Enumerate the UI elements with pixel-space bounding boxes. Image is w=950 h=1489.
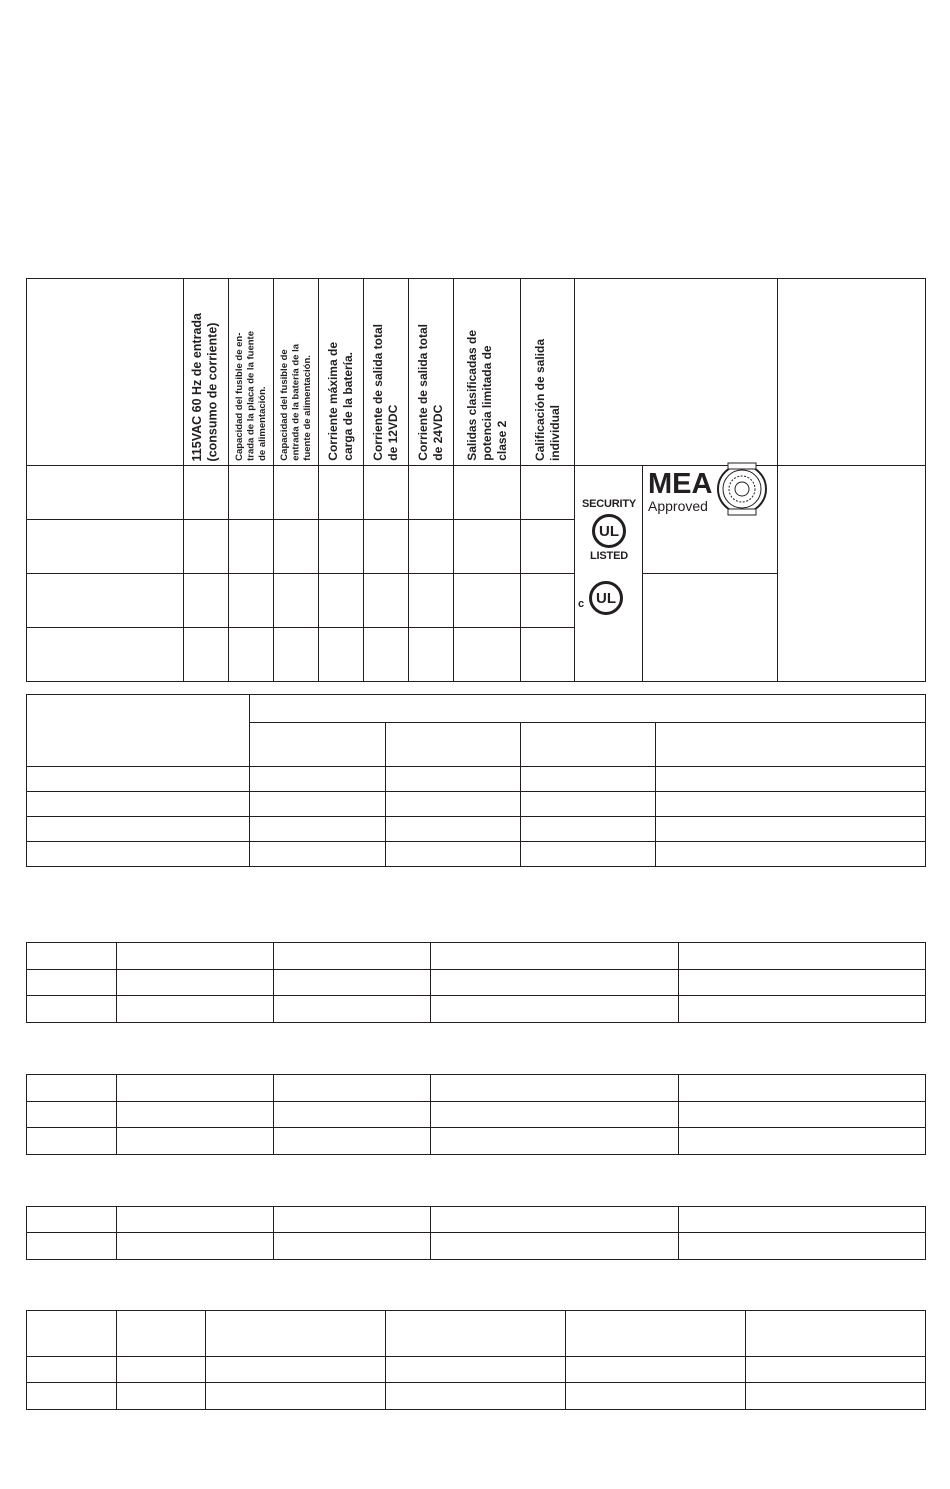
data-table-4 — [26, 1074, 926, 1155]
table-cell — [274, 996, 431, 1023]
header-logos-cell — [575, 279, 778, 466]
table-cell — [319, 520, 364, 574]
right-empty-cell — [778, 466, 926, 682]
table-cell — [431, 1075, 679, 1102]
empty-logo-cell — [643, 574, 778, 682]
table-cell — [386, 792, 521, 817]
table-cell — [454, 574, 521, 628]
table-cell — [27, 1311, 117, 1357]
table-cell — [27, 996, 117, 1023]
table-cell — [431, 1101, 679, 1128]
table-cell — [656, 767, 926, 792]
table-cell — [431, 1128, 679, 1155]
table-cell — [27, 969, 117, 996]
table-cell — [656, 842, 926, 867]
table-cell — [274, 628, 319, 682]
table-cell — [117, 1357, 206, 1383]
table-cell — [364, 628, 409, 682]
table-cell — [274, 969, 431, 996]
table-cell — [521, 842, 656, 867]
specs-table — [26, 278, 926, 682]
table-cell — [117, 1101, 274, 1128]
table-cell — [746, 1311, 926, 1357]
table-cell — [521, 792, 656, 817]
header-right-cell — [778, 279, 926, 466]
header-empty-cell — [27, 279, 184, 466]
data-table-6 — [26, 1310, 926, 1410]
table-cell — [206, 1383, 386, 1410]
table-cell — [27, 520, 184, 574]
table-cell — [431, 1207, 679, 1233]
table-cell — [184, 574, 229, 628]
table-cell — [386, 723, 521, 767]
table-cell — [319, 466, 364, 520]
table-cell — [319, 574, 364, 628]
data-table-5 — [26, 1206, 926, 1260]
table-cell — [184, 520, 229, 574]
table-cell — [27, 792, 250, 817]
table-cell — [229, 466, 274, 520]
table-cell — [274, 1101, 431, 1128]
table-cell — [431, 996, 679, 1023]
table-cell — [274, 466, 319, 520]
table-cell — [117, 1311, 206, 1357]
table-cell — [566, 1383, 746, 1410]
table-cell — [206, 1311, 386, 1357]
table-cell — [274, 1128, 431, 1155]
table-cell — [274, 574, 319, 628]
table-cell — [521, 574, 575, 628]
table-cell — [521, 520, 575, 574]
header-board-fuse: Capacidad del fusible de en- trada de la placa de la fuente de alimentación. — [229, 279, 274, 466]
table-cell — [250, 792, 386, 817]
table-cell — [184, 628, 229, 682]
table-cell — [117, 996, 274, 1023]
table-cell — [27, 628, 184, 682]
ul-circle-icon: UL — [589, 581, 623, 615]
table-cell — [250, 817, 386, 842]
table-cell — [521, 628, 575, 682]
table-cell — [117, 969, 274, 996]
table-cell — [27, 1207, 117, 1260]
table-cell — [27, 1128, 117, 1155]
table-cell — [184, 466, 229, 520]
table-cell — [679, 1233, 926, 1260]
header-max-charge-current: Corriente máxima de carga de la batería. — [319, 279, 364, 466]
table-cell — [250, 723, 386, 767]
table-cell — [117, 1207, 274, 1233]
cul-logo: c UL — [578, 578, 638, 618]
table-cell — [746, 1383, 926, 1410]
table-cell — [656, 817, 926, 842]
data-table-2 — [26, 694, 926, 867]
table-cell — [27, 574, 184, 628]
table-cell — [454, 520, 521, 574]
table-divider — [26, 1232, 117, 1233]
ul-security-listed-logo: SECURITY UL LISTED — [581, 498, 637, 562]
table-cell — [250, 695, 926, 723]
table-cell — [27, 1383, 117, 1410]
table-cell — [274, 520, 319, 574]
mea-approved-logo: MEA Approved — [648, 468, 713, 514]
table-cell — [679, 1128, 926, 1155]
table-cell — [27, 817, 250, 842]
table-cell — [409, 520, 454, 574]
ul-circle-icon: UL — [592, 514, 626, 548]
table-cell — [319, 628, 364, 682]
table-cell — [27, 466, 184, 520]
table-cell — [27, 842, 250, 867]
header-class2-outputs: Salidas clasificadas de potencia limitada de clase 2 — [454, 279, 521, 466]
table-cell — [229, 628, 274, 682]
header-input-current: 115VAC 60 Hz de entrada (consumo de corriente) — [184, 279, 229, 466]
table-cell — [386, 842, 521, 867]
table-cell — [117, 1383, 206, 1410]
table-cell — [679, 943, 926, 970]
table-cell — [206, 1357, 386, 1383]
table-cell — [454, 628, 521, 682]
table-cell — [679, 996, 926, 1023]
header-individual-rating: Calificación de salida individual — [521, 279, 575, 466]
table-cell — [250, 767, 386, 792]
table-cell — [27, 1357, 117, 1383]
table-cell — [274, 1233, 431, 1260]
table-cell — [566, 1311, 746, 1357]
table-cell — [117, 1233, 274, 1260]
table-cell — [679, 1207, 926, 1233]
table-cell — [274, 1207, 431, 1233]
table-cell — [27, 943, 117, 970]
table-cell — [521, 817, 656, 842]
table-cell — [656, 792, 926, 817]
table-cell — [409, 466, 454, 520]
table-cell — [521, 723, 656, 767]
table-cell — [566, 1357, 746, 1383]
table-cell — [117, 943, 274, 970]
table-cell — [386, 817, 521, 842]
header-12vdc-output: Corriente de salida total de 12VDC — [364, 279, 409, 466]
data-table-3 — [26, 942, 926, 1023]
table-cell — [656, 723, 926, 767]
table-cell — [27, 767, 250, 792]
table-cell — [274, 1075, 431, 1102]
table-cell — [431, 1233, 679, 1260]
table-cell — [274, 943, 431, 970]
table-cell — [409, 574, 454, 628]
seal-icon — [716, 462, 768, 516]
table-cell — [386, 1357, 566, 1383]
table-cell — [746, 1357, 926, 1383]
table-cell — [521, 767, 656, 792]
table-cell — [229, 574, 274, 628]
table-cell — [386, 1383, 566, 1410]
table-cell — [117, 1128, 274, 1155]
header-battery-fuse: Capacidad del fusible de entrada de la batería de la fuente de alimentación. — [274, 279, 319, 466]
header-24vdc-output: Corriente de salida total de 24VDC — [409, 279, 454, 466]
table-cell — [521, 466, 575, 520]
table-cell — [679, 1101, 926, 1128]
table-cell — [250, 842, 386, 867]
table-cell — [409, 628, 454, 682]
table-cell — [117, 1075, 274, 1102]
table-cell — [27, 695, 250, 767]
table-cell — [27, 1101, 117, 1128]
table-cell — [454, 466, 521, 520]
table-cell — [386, 1311, 566, 1357]
table-cell — [364, 574, 409, 628]
table-cell — [364, 466, 409, 520]
table-cell — [386, 767, 521, 792]
table-cell — [27, 1075, 117, 1102]
table-cell — [431, 943, 679, 970]
table-cell — [364, 520, 409, 574]
table-cell — [679, 969, 926, 996]
table-cell — [679, 1075, 926, 1102]
table-cell — [431, 969, 679, 996]
table-cell — [229, 520, 274, 574]
